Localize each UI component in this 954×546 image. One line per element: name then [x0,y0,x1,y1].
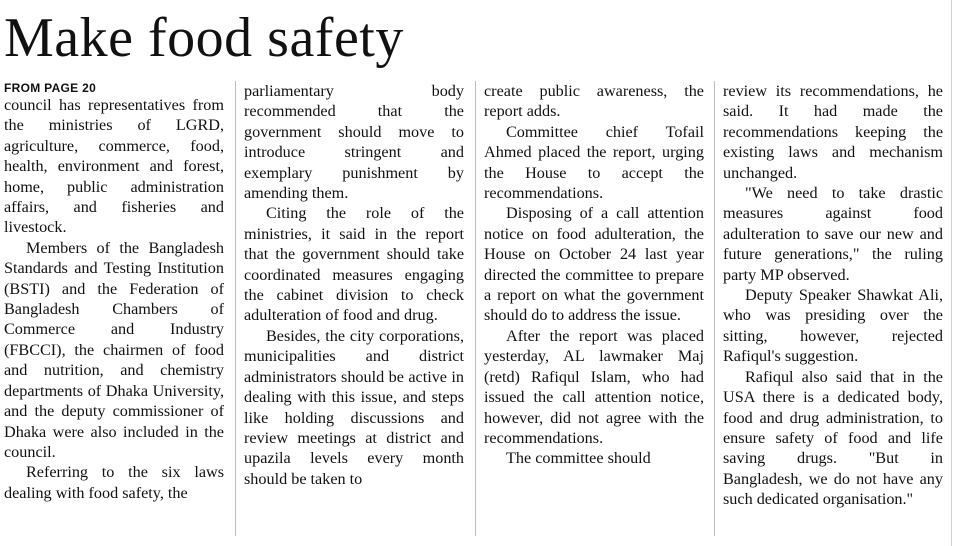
article-column-3 [484,81,704,469]
paragraph: "We need to take drastic measures against food adulteration to save our new and future generations," the ruling party MP observed. [723,184,943,284]
page-edge [951,0,952,546]
headline: Make food safety [4,7,404,69]
paragraph: Disposing of a call attention notice on food adulteration, the House on October 24 last year directed the committee to prepare a report on what the government should do to address the issue. [484,204,704,325]
paragraph: Referring to the six laws dealing with food safety, the [4,463,224,502]
article-column-2 [244,81,464,489]
paragraph: Rafiqul also said that in the USA there is a dedicated body, food and drug administration, to ensure safety of food and life saving drugs. "But in Bangladesh, we do not have any such dedicated organisation." [723,367,943,509]
paragraph: Members of the Bangladesh Standards and Testing Institution (BSTI) and the Federation of Bangladesh Chambers of Commerce and Industry (FBCCI), the chairmen of food and nutrition, and chemistry departments of Dhaka University, and the deputy commissioner of Dhaka were also included in the council. [4,238,224,461]
article-column-4 [723,81,943,510]
paragraph: After the report was placed yesterday, AL lawmaker Maj (retd) Rafiqul Islam, who had issued the call attention notice, however, did not agree with the recommendations. [484,326,704,447]
paragraph: Besides, the city corporations, municipalities and district administrators should be active in dealing with this issue, and steps like holding discussions and review meetings at district and upazila levels every month should be taken to [244,326,464,488]
paragraph: The committee should [506,449,651,468]
paragraph: Citing the role of the ministries, it said in the report that the government should take coordinated measures engaging the cabinet division to check adulteration of food and drug. [244,204,464,325]
column-rule [714,81,715,536]
paragraph: council has representatives from the ministries of LGRD, agriculture, commerce, food, health, environment and forest, home, public administration affairs, and fisheries and livestock. [4,96,224,237]
paragraph: Committee chief Tofail Ahmed placed the report, urging the House to accept the recommendations. [484,122,704,203]
paragraph: parliamentary body recommended that the government should move to introduce stringent and exemplary punishment by amending them. [244,82,464,203]
paragraph: Deputy Speaker Shawkat Ali, who was presiding over the sitting, however, rejected Rafiqul's suggestion. [723,286,943,366]
paragraph: review its recommendations, he said. It had made the recommendations keeping the existing laws and mechanism unchanged. [723,82,943,182]
column-rule [475,81,476,536]
paragraph: create public awareness, the report adds. [484,82,704,121]
article-column-1 [4,81,224,503]
continuation-kicker: FROM PAGE 20 [4,81,97,95]
column-rule [235,81,236,536]
